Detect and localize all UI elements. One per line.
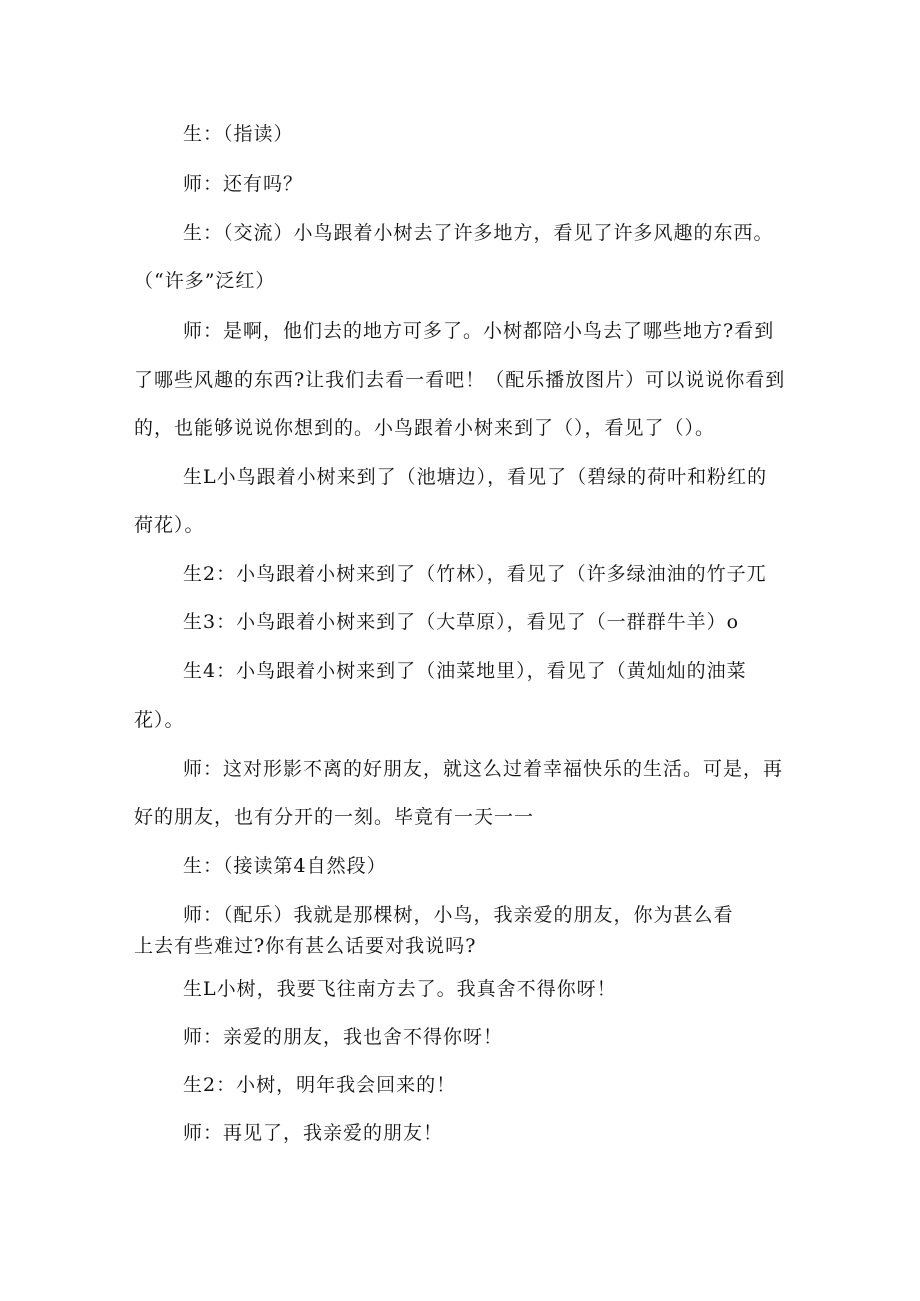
dialogue-line-student4-rapeseed-2: 花）。 — [134, 709, 185, 731]
dialogue-line-student2-return: 生2：小树，明年我会回来的！ — [183, 1074, 457, 1096]
dialogue-line-teacher-tree-2: 上去有些难过?你有甚么话要对我说吗? — [134, 935, 477, 957]
dialogue-line-teacher-goodbye: 师：再见了，我亲爱的朋友！ — [183, 1122, 444, 1144]
dialogue-line-teacher-places-3: 的，也能够说说你想到的。小鸟跟着小树来到了（），看见了（）。 — [134, 417, 716, 439]
dialogue-line-highlight-note: （“许多”泛红） — [134, 270, 276, 292]
dialogue-line-student3-grassland: 生3：小鸟跟着小树来到了（大草原），看见了（一群群牛羊）o — [183, 611, 740, 633]
dialogue-line-student4-rapeseed-1: 生4：小鸟跟着小树来到了（油菜地里），看见了（黄灿灿的油菜 — [183, 660, 747, 682]
dialogue-line-teacher-miss-you: 师：亲爱的朋友，我也舍不得你呀！ — [183, 1026, 504, 1048]
dialogue-line-teacher-places-1: 师：是啊，他们去的地方可多了。小树都陪小鸟去了哪些地方?看到 — [183, 320, 775, 342]
dialogue-line-student-point-read: 生：（指读） — [183, 123, 294, 145]
dialogue-line-teacher-anything-else: 师：还有吗？ — [183, 173, 304, 195]
dialogue-line-student1-pond-1: 生L小鸟跟着小树来到了（池塘边），看见了（碧绿的荷叶和粉红的 — [183, 466, 768, 488]
dialogue-line-teacher-friends-2: 好的朋友，也有分开的一刻。毕竟有一天一一 — [134, 806, 535, 828]
dialogue-line-student1-south: 生L小树，我要飞往南方去了。我真舍不得你呀！ — [183, 978, 617, 1000]
dialogue-line-teacher-places-2: 了哪些风趣的东西?让我们去看一看吧！（配乐播放图片）可以说说你看到 — [134, 369, 786, 391]
dialogue-line-student-read-paragraph: 生：（接读第4自然段） — [183, 855, 387, 877]
dialogue-line-student2-bamboo: 生2：小鸟跟着小树来到了（竹林），看见了（许多绿油油的竹子兀 — [183, 563, 767, 585]
dialogue-line-teacher-friends-1: 师：这对形影不离的好朋友，就这么过着幸福快乐的生活。可是，再 — [183, 758, 784, 780]
dialogue-line-teacher-tree-1: 师：（配乐）我就是那棵树，小鸟，我亲爱的朋友，你为甚么看 — [183, 904, 734, 926]
dialogue-line-student1-pond-2: 荷花）。 — [134, 514, 205, 536]
dialogue-line-student-exchange: 生：（交流）小鸟跟着小树去了许多地方，看见了许多风趣的东西。 — [183, 222, 774, 244]
